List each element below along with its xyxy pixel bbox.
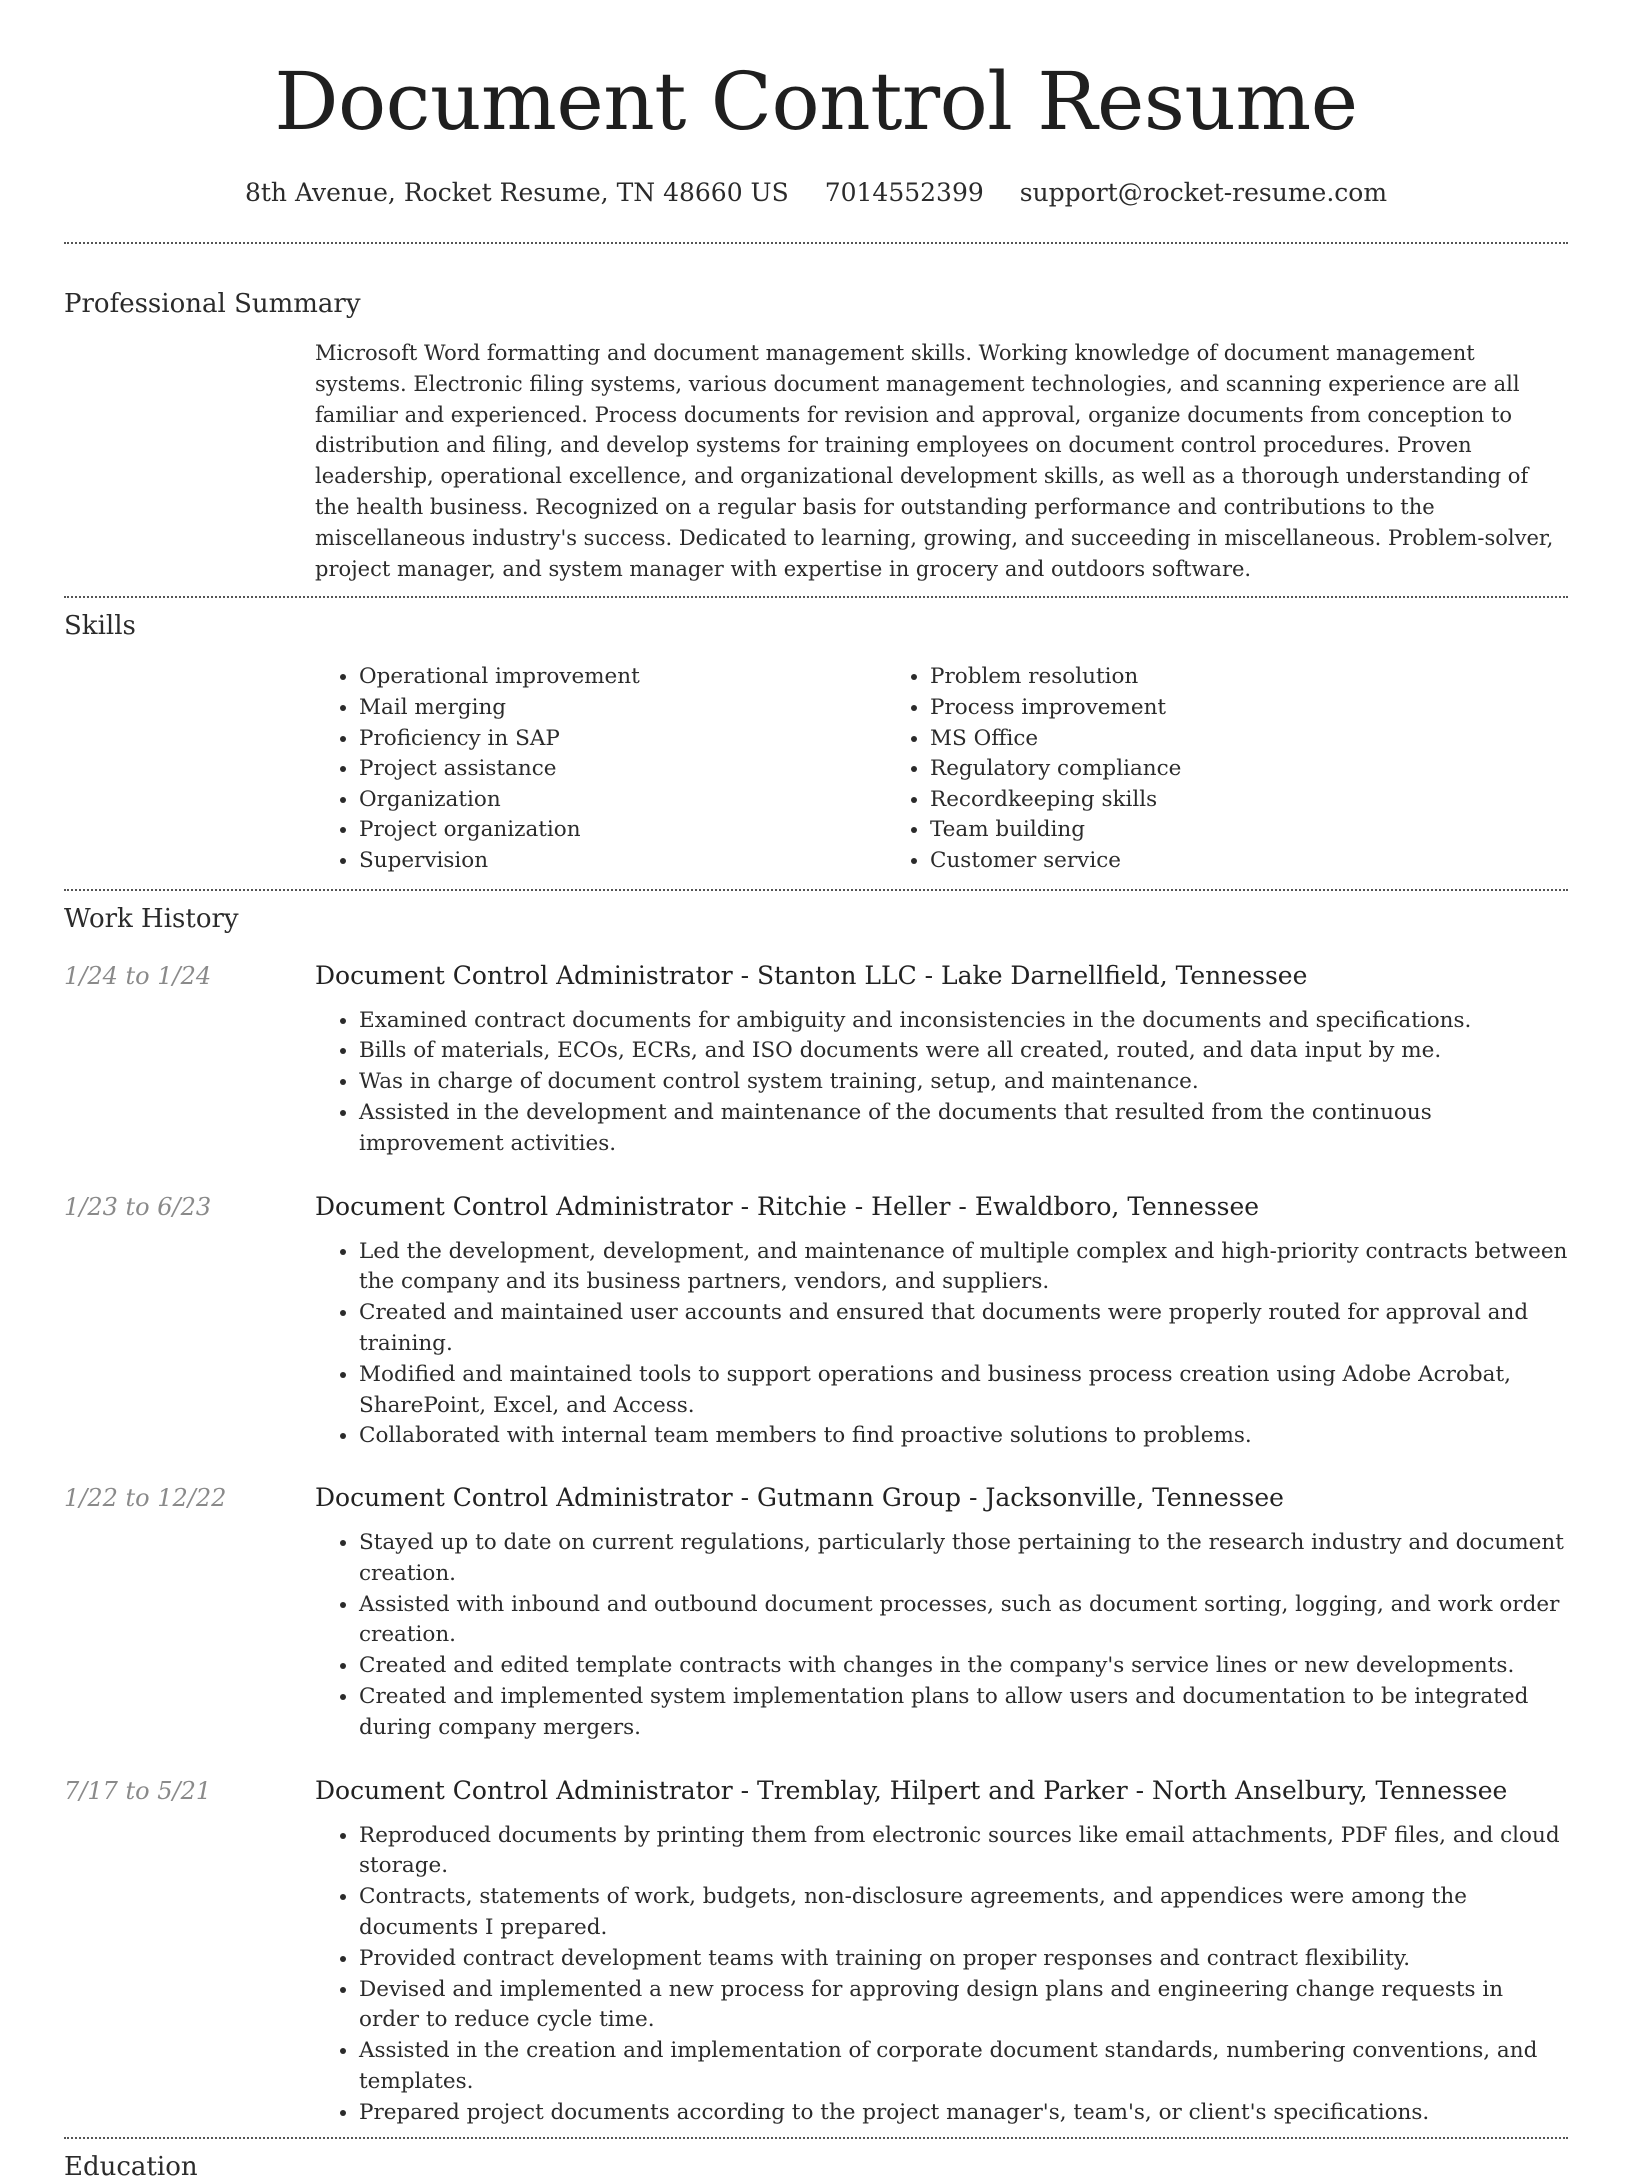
- job-bullets: [315, 1237, 1568, 1453]
- job-bullets: [315, 1528, 1568, 1744]
- job-title: Document Control Administrator - Tremblay, Hilpert and Parker - North Anselbury, Tennessee: [315, 1775, 1508, 1805]
- job-bullet: • Created and maintained user accounts and ensured that documents were properly routed for approval and training.: [359, 1298, 1568, 1360]
- job-bullets: [315, 1821, 1568, 2129]
- job-bullet: • Contracts, statements of work, budgets, non-disclosure agreements, and appendices were among the documents I prepared.: [359, 1882, 1568, 1944]
- skill-item: • Operational improvement: [359, 662, 886, 693]
- job-bullet: • Led the development, development, and maintenance of multiple complex and high-priority contracts between the company and its business partners, vendors, and suppliers.: [359, 1237, 1568, 1299]
- job-dates: 1/22 to 12/22: [64, 1484, 227, 1513]
- job-body: [315, 960, 1568, 1160]
- job-dates: 7/17 to 5/21: [64, 1776, 212, 1805]
- job-entry: [64, 960, 1568, 1160]
- section-divider: [64, 242, 1568, 244]
- job-dates: 1/23 to 6/23: [64, 1192, 212, 1221]
- skill-item: • MS Office: [930, 724, 1457, 755]
- job-bullet: • Devised and implemented a new process for approving design plans and engineering change requests in order to reduce cycle time.: [359, 1975, 1568, 2037]
- job-bullet: • Was in charge of document control system training, setup, and maintenance.: [359, 1067, 1568, 1098]
- contact-address: 8th Avenue, Rocket Resume, TN 48660 US: [244, 178, 789, 207]
- job-dates: 1/24 to 1/24: [64, 961, 212, 990]
- section-divider: [64, 596, 1568, 598]
- job-bullet: • Provided contract development teams with training on proper responses and contract flexibility.: [359, 1944, 1568, 1975]
- contact-phone: 7014552399: [824, 178, 984, 207]
- skill-item: • Team building: [930, 815, 1457, 846]
- job-entry: [64, 1775, 1568, 2129]
- skill-item: • Project organization: [359, 815, 886, 846]
- job-bullets: [315, 1006, 1568, 1160]
- job-body: [315, 1482, 1568, 1744]
- section-title-education: Education: [64, 2151, 198, 2182]
- skill-item: • Mail merging: [359, 693, 886, 724]
- work-history-section: [64, 903, 1568, 2129]
- summary-text: Microsoft Word formatting and document management skills. Working knowledge of document management systems. Electronic filing systems, various document management technologies, and scanning experience are all familiar and experienced. Process documents for revision and approval, organize documents from conception to distribution and filing, and develop systems for training employees on document control procedures. Proven leadership, operational excellence, and organizational development skills, as well as a thorough understanding of the health business. Recognized on a regular basis for outstanding performance and contributions to the miscellaneous industry's success. Dedicated to learning, growing, and succeeding in miscellaneous. Problem-solver, project manager, and system manager with expertise in grocery and outdoors software.: [315, 341, 1554, 581]
- job-bullet: • Reproduced documents by printing them from electronic sources like email attachments, PDF files, and cloud storage.: [359, 1821, 1568, 1883]
- job-entry: [64, 1482, 1568, 1744]
- job-entry: [64, 1191, 1568, 1453]
- contact-email: support@rocket-resume.com: [1019, 178, 1388, 207]
- resume-title: Document Control Resume: [274, 55, 1358, 148]
- job-bullet: • Created and implemented system implementation plans to allow users and documentation to be integrated during company mergers.: [359, 1682, 1568, 1744]
- job-bullet: • Modified and maintained tools to support operations and business process creation using Adobe Acrobat, SharePoint, Excel, and Access.: [359, 1360, 1568, 1422]
- section-title-work-history: Work History: [64, 903, 239, 934]
- professional-summary-section: [64, 288, 1568, 584]
- job-bullet: • Examined contract documents for ambiguity and inconsistencies in the documents and specifications.: [359, 1006, 1568, 1037]
- education-section: [64, 2151, 1568, 2183]
- skill-item: • Organization: [359, 785, 886, 816]
- job-bullet: • Stayed up to date on current regulations, particularly those pertaining to the research industry and document creation.: [359, 1528, 1568, 1590]
- job-title: Document Control Administrator - Stanton LLC - Lake Darnellfield, Tennessee: [315, 960, 1308, 990]
- section-title-skills: Skills: [64, 611, 136, 642]
- skill-item: • Problem resolution: [930, 662, 1457, 693]
- resume-page: [64, 0, 1568, 2183]
- job-bullet: • Created and edited template contracts with changes in the company's service lines or new developments.: [359, 1651, 1568, 1682]
- job-title: Document Control Administrator - Gutmann Group - Jacksonville, Tennessee: [315, 1483, 1284, 1513]
- skill-item: • Supervision: [359, 846, 886, 877]
- skill-item: • Recordkeeping skills: [930, 785, 1457, 816]
- job-bullet: • Assisted in the creation and implementation of corporate document standards, numbering conventions, and templates.: [359, 2036, 1568, 2098]
- section-divider: [64, 889, 1568, 891]
- job-bullet: • Bills of materials, ECOs, ECRs, and ISO documents were all created, routed, and data input by me.: [359, 1036, 1568, 1067]
- job-body: [315, 1191, 1568, 1453]
- skill-item: • Process improvement: [930, 693, 1457, 724]
- job-bullet: • Assisted in the development and maintenance of the documents that resulted from the continuous improvement activities.: [359, 1098, 1568, 1160]
- skill-item: • Regulatory compliance: [930, 754, 1457, 785]
- job-title: Document Control Administrator - Ritchie - Heller - Ewaldboro, Tennessee: [315, 1191, 1260, 1221]
- skill-item: • Proficiency in SAP: [359, 724, 886, 755]
- job-bullet: • Collaborated with internal team members to find proactive solutions to problems.: [359, 1421, 1568, 1452]
- skill-item: • Customer service: [930, 846, 1457, 877]
- job-bullet: • Assisted with inbound and outbound document processes, such as document sorting, logging, and work order creation.: [359, 1590, 1568, 1652]
- job-body: [315, 1775, 1568, 2129]
- contact-line: [64, 178, 1568, 208]
- skill-item: • Project assistance: [359, 754, 886, 785]
- section-title-summary: Professional Summary: [64, 289, 361, 319]
- skills-list-right: [886, 662, 1457, 876]
- job-bullet: • Prepared project documents according to the project manager's, team's, or client's specifications.: [359, 2098, 1568, 2129]
- skills-list-left: [315, 662, 886, 876]
- skills-section: [64, 610, 1568, 876]
- section-divider: [64, 2137, 1568, 2139]
- skills-grid: [315, 662, 1568, 876]
